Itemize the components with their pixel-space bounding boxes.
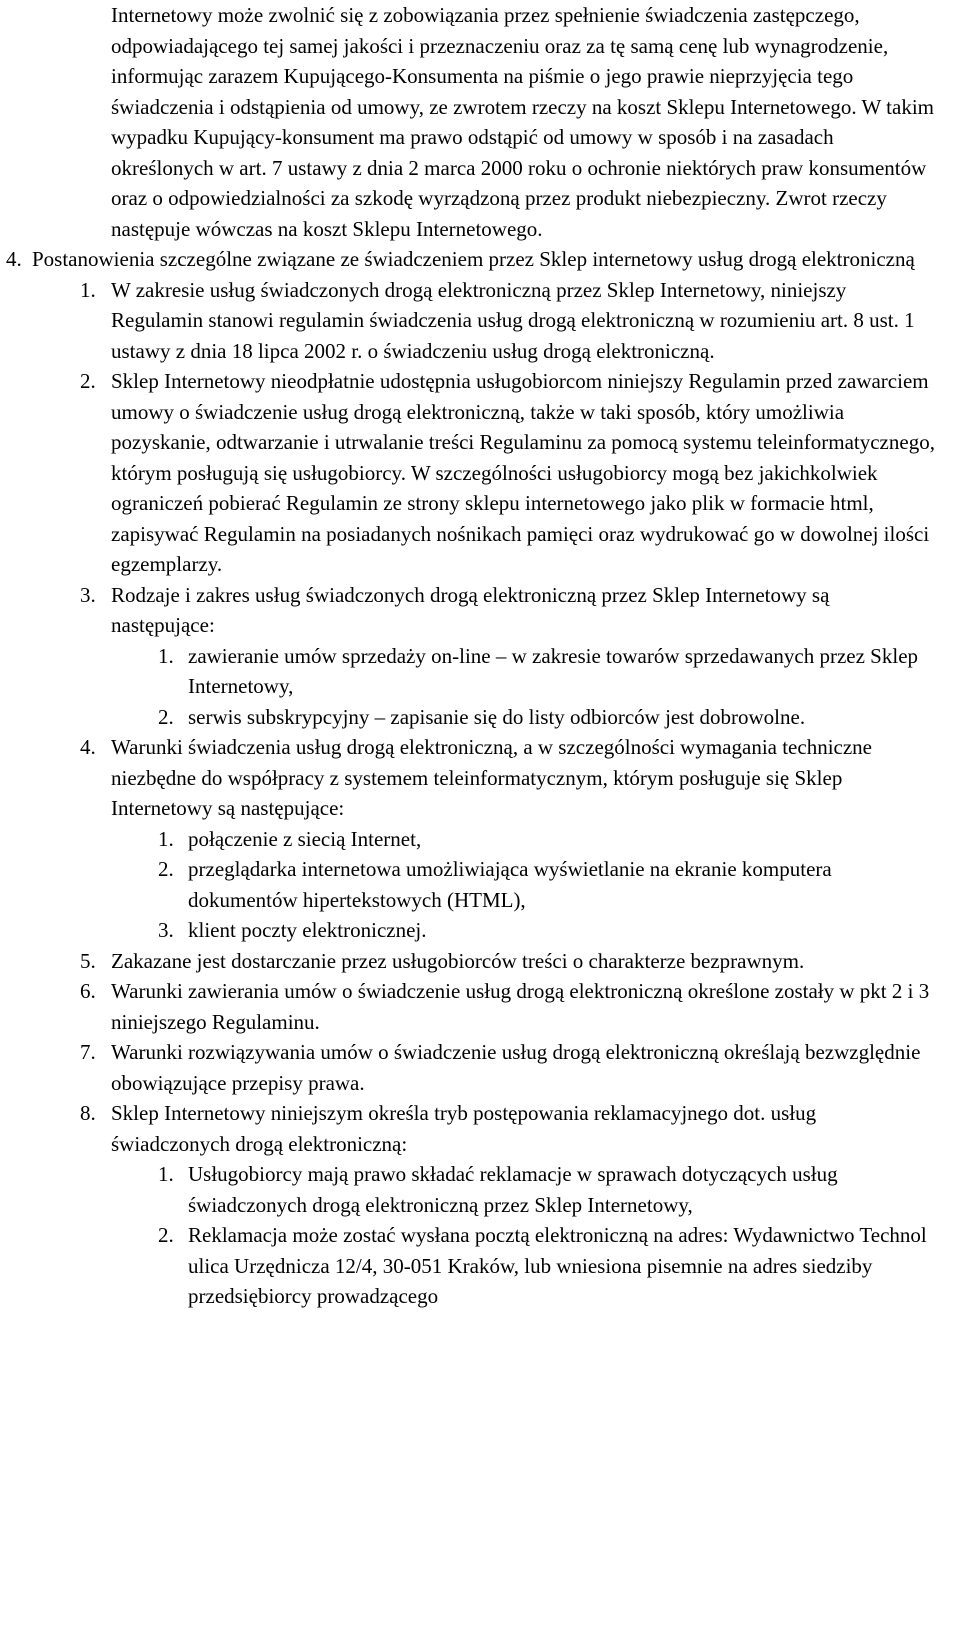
list-item-8 xyxy=(80,1098,936,1159)
list-item-number: 6. xyxy=(80,979,96,1003)
list-item-number: 5. xyxy=(80,948,96,973)
list-item-number: 4. xyxy=(80,735,96,759)
list-item-2 xyxy=(80,366,936,580)
list-item-text: Zakazane jest dostarczanie przez usługobiorców treści o charakterze bezprawnym. xyxy=(111,948,805,973)
list-item-text: Rodzaje i zakres usług świadczonych drogą elektroniczną przez Sklep Internetowy są następujące: xyxy=(111,582,830,637)
list-item-text: Sklep Internetowy nieodpłatnie udostępnia usługobiorcom niniejszy Regulamin przed zawarciem umowy o świadczenie usług drogą elektroniczną, także w taki sposób, który umożliwia pozyskanie, odtwarzanie i utrwalanie treści Regulaminu za pomocą systemu teleinformatycznego, którym posługują się usługobiorcy. W szczególności usługobiorcy mogą bez jakichkolwiek ograniczeń pobierać Regulamin ze strony sklepu internetowego jako plik w formacie html, zapisywać Regulamin na posiadanych nośnikach pamięci oraz wydrukować go w dowolnej ilości egzemplarzy. xyxy=(111,369,935,576)
list-item-number: 8. xyxy=(80,1101,96,1125)
sub-item-3-1 xyxy=(158,641,936,702)
sub-item-text: klient poczty elektronicznej. xyxy=(188,918,427,942)
intro-paragraph: Internetowy może zwolnić się z zobowiązania przez spełnienie świadczenia zastępczego, odpowiadającego tej samej jakości i przeznaczeniu oraz za tę samą cenę lub wynagrodzenie, informując zarazem Kupującego-Konsumenta na piśmie o jego prawie nieprzyjęcia tego świadczenia i odstąpienia od umowy, ze zwrotem rzeczy na koszt Sklepu Internetowego. W takim wypadku Kupujący-konsument ma prawo odstąpić od umowy w sposób i na zasadach określonych w art. 7 ustawy z dnia 2 marca 2000 roku o ochronie niektórych praw konsumentów oraz o odpowiedzialności za szkodę wyrządzoną przez produkt niebezpieczny. Zwrot rzeczy następuje wówczas na koszt Sklepu Internetowego. xyxy=(111,3,935,241)
sub-item-text: przeglądarka internetowa umożliwiająca wyświetlanie na ekranie komputera dokumentów hipertekstowych (HTML), xyxy=(188,857,832,912)
sub-item-number: 2. xyxy=(158,857,174,881)
list-item-3 xyxy=(80,580,936,641)
list-item-number: 3. xyxy=(80,582,96,607)
list-item-number: 1. xyxy=(80,277,96,302)
section-number: 4. xyxy=(6,247,22,271)
sub-item-number: 2. xyxy=(158,1223,174,1247)
sub-item-4-1 xyxy=(158,824,936,855)
sub-item-number: 2. xyxy=(158,704,174,729)
list-item-text: Warunki rozwiązywania umów o świadczenie usług drogą elektroniczną określają bezwzględnie obowiązujące przepisy prawa. xyxy=(111,1040,921,1095)
sub-item-4-3 xyxy=(158,915,936,946)
sub-item-text: zawieranie umów sprzedaży on-line – w zakresie towarów sprzedawanych przez Sklep Internetowy, xyxy=(188,643,919,698)
sub-item-3-2 xyxy=(158,702,936,733)
list-item-number: 2. xyxy=(80,369,96,393)
section-heading xyxy=(6,244,936,275)
sub-item-text: Usługobiorcy mają prawo składać reklamacje w sprawach dotyczących usług świadczonych drogą elektroniczną przez Sklep Internetowy, xyxy=(188,1162,838,1217)
list-item-text: W zakresie usług świadczonych drogą elektroniczną przez Sklep Internetowy, niniejszy Regulamin stanowi regulamin świadczenia usług drogą elektroniczną w rozumieniu art. 8 ust. 1 ustawy z dnia 18 lipca 2002 r. o świadczeniu usług drogą elektroniczną. xyxy=(111,277,915,363)
sub-item-text: Reklamacja może zostać wysłana pocztą elektroniczną na adres: Wydawnictwo Technol ulica Urzędnicza 12/4, 30-051 Kraków, lub wniesiona pisemnie na adres siedziby przedsiębiorcy prowadzącego xyxy=(188,1223,927,1308)
sub-item-number: 3. xyxy=(158,918,174,942)
sub-item-4-2 xyxy=(158,854,936,915)
list-item-text: Warunki świadczenia usług drogą elektroniczną, a w szczególności wymagania techniczne niezbędne do współpracy z systemem teleinformatycznym, którym posługuje się Sklep Internetowy są następujące: xyxy=(111,735,872,820)
list-item-text: Sklep Internetowy niniejszym określa tryb postępowania reklamacyjnego dot. usług świadczonych drogą elektroniczną: xyxy=(111,1101,817,1156)
sub-item-number: 1. xyxy=(158,1162,174,1186)
list-item-5 xyxy=(80,946,936,977)
sub-item-8-1 xyxy=(158,1159,936,1220)
sub-item-8-2 xyxy=(158,1220,936,1312)
sub-item-text: połączenie z siecią Internet, xyxy=(188,826,422,851)
list-item-7 xyxy=(80,1037,936,1098)
sub-item-number: 1. xyxy=(158,826,174,851)
sub-item-text: serwis subskrypcyjny – zapisanie się do listy odbiorców jest dobrowolne. xyxy=(188,704,806,729)
list-item-text: Warunki zawierania umów o świadczenie usług drogą elektroniczną określone zostały w pkt 2 i 3 niniejszego Regulaminu. xyxy=(111,979,930,1034)
list-item-1 xyxy=(80,275,936,367)
list-item-6 xyxy=(80,976,936,1037)
section-title: Postanowienia szczególne związane ze świadczeniem przez Sklep internetowy usług drogą elektroniczną xyxy=(32,247,915,271)
list-item-4 xyxy=(80,732,936,824)
list-item-number: 7. xyxy=(80,1040,96,1064)
sub-item-number: 1. xyxy=(158,643,174,668)
